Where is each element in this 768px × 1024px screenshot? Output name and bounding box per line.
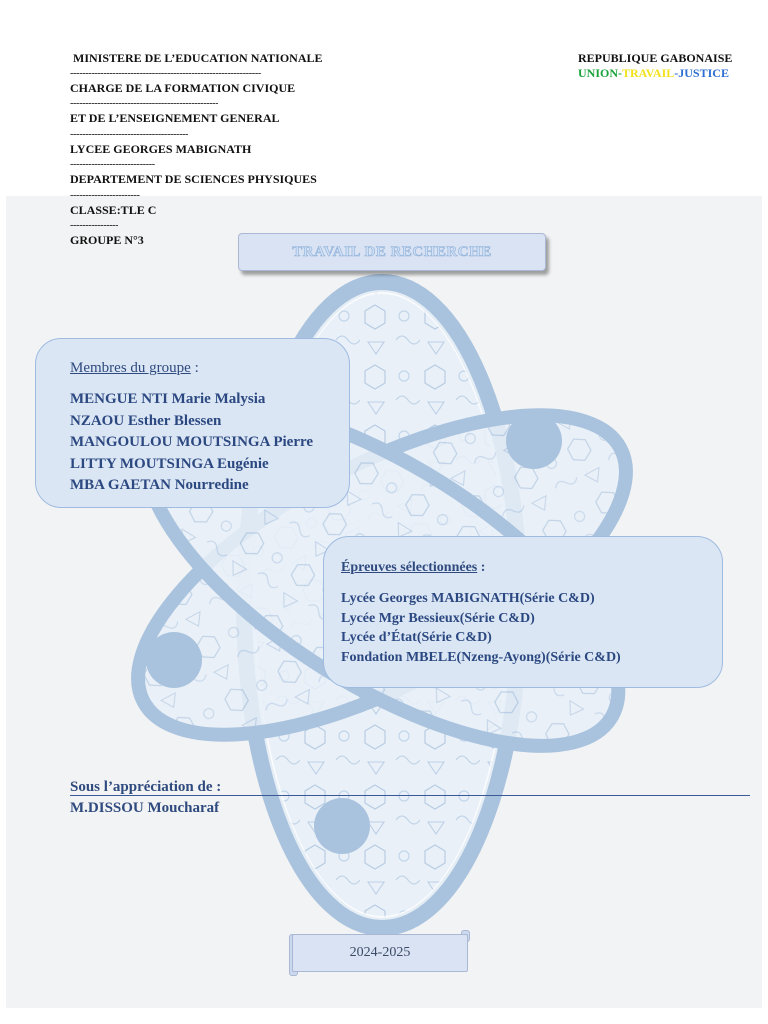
motto-union: UNION: [578, 66, 619, 80]
appreciation-label: Sous l’appréciation de :: [70, 779, 222, 795]
motto-separator: -: [674, 66, 679, 80]
school-line: LYCEE GEORGES MABIGNATH: [70, 142, 252, 156]
separator: ----------------------------: [70, 160, 155, 170]
school-year: 2024-2025: [349, 945, 411, 960]
epreuve-item: Lycée Mgr Bessieux(Série C&D): [341, 610, 535, 626]
class-line: CLASSE:TLE C: [70, 203, 157, 217]
epreuves-heading-label: Épreuves sélectionnées: [341, 560, 478, 575]
epreuves-heading-colon: :: [477, 560, 486, 575]
appreciation-divider: [70, 795, 750, 796]
member-name: MBA GAETAN Nourredine: [70, 477, 249, 493]
national-motto: [578, 66, 729, 81]
epreuves-heading: [341, 560, 485, 576]
epreuve-item: Lycée d’État(Série C&D): [341, 630, 492, 645]
supervisor-name: M.DISSOU Moucharaf: [70, 800, 220, 816]
motto-travail: TRAVAIL: [622, 66, 675, 80]
motto-separator: -: [618, 66, 623, 80]
motto-justice: JUSTICE: [678, 66, 729, 80]
members-list: [70, 389, 313, 497]
separator: -------------------------------------------------: [70, 99, 219, 109]
school-year-banner: [292, 934, 468, 972]
department-line: DEPARTEMENT DE SCIENCES PHYSIQUES: [70, 172, 317, 186]
members-heading: [70, 360, 199, 377]
separator: -----------------------: [70, 191, 140, 201]
document-title: TRAVAIL DE RECHERCHE: [292, 243, 492, 260]
epreuve-item: Fondation MBELE(Nzeng-Ayong)(Série C&D): [341, 649, 621, 665]
separator: ---------------------------------------------------------------: [70, 69, 261, 79]
separator: ----------------: [70, 221, 119, 231]
epreuves-list: [341, 589, 621, 667]
members-heading-colon: :: [190, 360, 199, 376]
members-heading-label: Membres du groupe: [70, 360, 191, 376]
ministry-line: MINISTERE DE L’EDUCATION NATIONALE: [73, 51, 323, 65]
group-line: GROUPE N°3: [70, 233, 144, 247]
member-name: NZAOU Esther Blessen: [70, 412, 222, 429]
title-box: [238, 233, 546, 271]
epreuve-item: Lycée Georges MABIGNATH(Série C&D): [341, 591, 595, 606]
member-name: MANGOULOU MOUTSINGA Pierre: [70, 434, 314, 450]
member-name: MENGUE NTI Marie Malysia: [70, 391, 266, 407]
separator: ---------------------------------------: [70, 130, 189, 140]
civic-line: CHARGE DE LA FORMATION CIVIQUE: [70, 81, 296, 95]
member-name: LITTY MOUTSINGA Eugénie: [70, 455, 269, 472]
teaching-line: ET DE L’ENSEIGNEMENT GENERAL: [70, 111, 280, 125]
epreuves-card: [323, 536, 723, 688]
members-card: [35, 338, 350, 508]
republic-label: REPUBLIQUE GABONAISE: [578, 51, 733, 65]
